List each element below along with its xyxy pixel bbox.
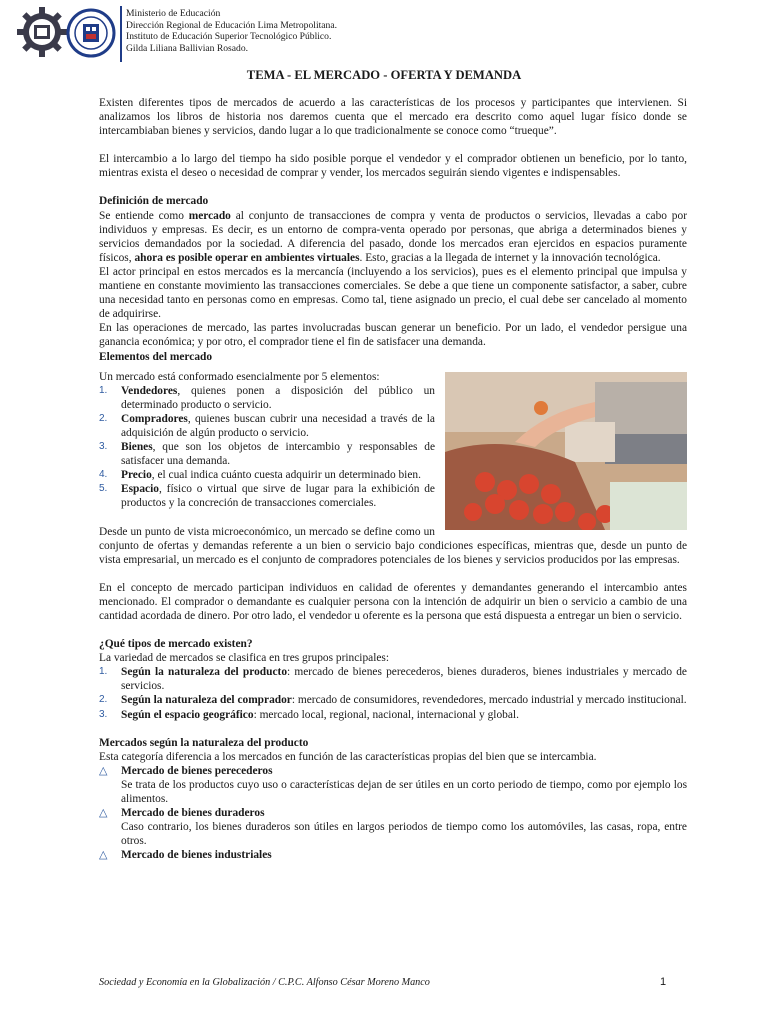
list-item: 3. Bienes, que son los objetos de intercambio y responsables de satisfacer una demanda. — [99, 441, 435, 468]
list-item: △ Mercado de bienes duraderos Caso contrario, los bienes duraderos son útiles en largos periodos de tiempo como los automóviles, las casas, ropa, entre otros. — [99, 807, 687, 848]
header-line: Gilda Liliana Ballivian Rosado. — [126, 42, 249, 54]
types-intro: La variedad de mercados se clasifica en tres grupos principales: — [99, 652, 390, 665]
list-item: 1. Vendedores, quienes ponen a disposición del público un determinado producto o servicio. — [99, 384, 435, 411]
gear-logo-icon — [16, 6, 68, 58]
section-heading: Definición de mercado — [99, 195, 209, 208]
section-heading: Elementos del mercado — [99, 350, 213, 363]
list-item: △ Mercado de bienes perecederos Se trata de los productos cuyo uso o características dejan de ser útiles en un corto periodo de tiempo, como por ejemplo los alimentos. — [99, 764, 687, 806]
list-item: 1. Según la naturaleza del producto: mercado de bienes perecederos, bienes duraderos, bienes industriales y mercado de servicios. — [99, 666, 687, 693]
definition-paragraph: En las operaciones de mercado, las partes involucradas buscan generar un beneficio. Por un lado, el vendedor persigue una ganancia económica; y por otro, el comprador tiene el fin de satisfacer una demanda. — [99, 322, 687, 349]
document-body — [99, 96, 687, 863]
body-paragraph: En el concepto de mercado participan individuos en calidad de oferentes y demandantes generando el intercambio antes mencionado. El comprador o demandante es cualquier persona con la intención de adquirir un bien o servicio a cambio de una cantidad acordada de dinero. Por otro lado, el vendedor u oferente es la persona que está dispuesta a entregar un bien o servicio. — [99, 581, 687, 622]
intro-paragraph: Existen diferentes tipos de mercados de acuerdo a las características de los procesos y participantes que intervienen. Si analizamos los libros de historia nos daremos cuenta que el mercado era descrito como aquel lugar físico donde se intercambiaban bienes y servicios, dando lugar a lo que tradicionalmente se conoce como “trueque”. — [99, 97, 687, 138]
header-line: Ministerio de Educación — [126, 8, 221, 19]
types-list — [99, 665, 687, 721]
header-line: Dirección Regional de Educación Lima Metropolitana. — [126, 19, 337, 31]
list-item: 2. Según la naturaleza del comprador: mercado de consumidores, revendedores, mercado industrial y mercado institucional. — [99, 694, 687, 707]
category-intro: Esta categoría diferencia a los mercados en función de las características propias del bien que se intercambia. — [99, 750, 597, 763]
header-divider — [120, 6, 122, 62]
section-heading: Mercados según la naturaleza del producto — [99, 736, 309, 749]
body-paragraph: Desde un punto de vista microeconómico, un mercado se define como un conjunto de ofertas y demandas referente a un bien o servicio bajo condiciones específicas, mientras que, desde un punto de vista empresarial, un mercado es el conjunto de compradores potenciales de los bienes y servicios producidos por las empresas. — [99, 525, 687, 566]
list-item: 3. Según el espacio geográfico: mercado local, regional, nacional, internacional y global. — [99, 708, 519, 721]
section-heading: ¿Qué tipos de mercado existen? — [99, 638, 253, 651]
definition-paragraph: El actor principal en estos mercados es la mercancía (incluyendo a los servicios), pues es el elemento principal que impulsa y mantiene en constante movimiento las transacciones comerciales. Se debe a que tiene un componente satisfactor, a saber, cubre una necesidad tanto en personas como en empresas. Como tal, tiene asignado un precio, el cual debe ser cancelado al momento de adquirirse. — [99, 265, 687, 321]
list-item: 4. Precio, el cual indica cuánto cuesta adquirir un determinado bien. — [99, 469, 421, 482]
triangle-bullet-icon: △ — [99, 849, 108, 862]
intro-paragraph: El intercambio a lo largo del tiempo ha sido posible porque el vendedor y el comprador obtienen un beneficio, por lo tanto, mientras exista el deseo o necesidad de comprar y vender, los mercados seguirán siendo vigentes e indispensables. — [99, 153, 687, 180]
list-item: 2. Compradores, quienes buscan cubrir una necesidad a través de la adquisición de algún producto o servicio. — [99, 412, 435, 439]
footer-text: Sociedad y Economía en la Globalización / C.P.C. Alfonso César Moreno Manco — [99, 977, 430, 988]
header-text — [126, 8, 337, 54]
list-item: △ Mercado de bienes industriales — [99, 849, 272, 862]
list-item: 5. Espacio, físico o virtual que sirve de lugar para la exhibición de productos y la concreción de transacciones comerciales. — [99, 483, 435, 510]
document-title: TEMA - EL MERCADO - OFERTA Y DEMANDA — [246, 68, 522, 82]
product-markets-list — [99, 764, 687, 863]
page-number: 1 — [660, 976, 667, 988]
header-line: Instituto de Educación Superior Tecnológico Público. — [126, 31, 332, 42]
triangle-bullet-icon: △ — [99, 807, 108, 820]
institution-seal-icon — [66, 8, 116, 58]
elements-intro: Un mercado está conformado esencialmente por 5 elementos: — [99, 370, 380, 383]
elements-list — [99, 384, 687, 511]
triangle-bullet-icon: △ — [99, 764, 108, 777]
document-header — [16, 4, 736, 62]
definition-paragraph: Se entiende como mercado al conjunto de transacciones de compra y venta de productos o servicios, llevadas a cabo por individuos y empresas. Es decir, es un entorno de compra-venta operado por personas, que abriga a determinados bienes y servicios demandados por la sociedad. A diferencia del pasado, donde los mercados eran ejercidos en espacios puramente físicos, ahora es posible operar en ambientes virtuales. Esto, gracias a la llegada de internet y la innovación tecnológica. — [99, 209, 687, 264]
